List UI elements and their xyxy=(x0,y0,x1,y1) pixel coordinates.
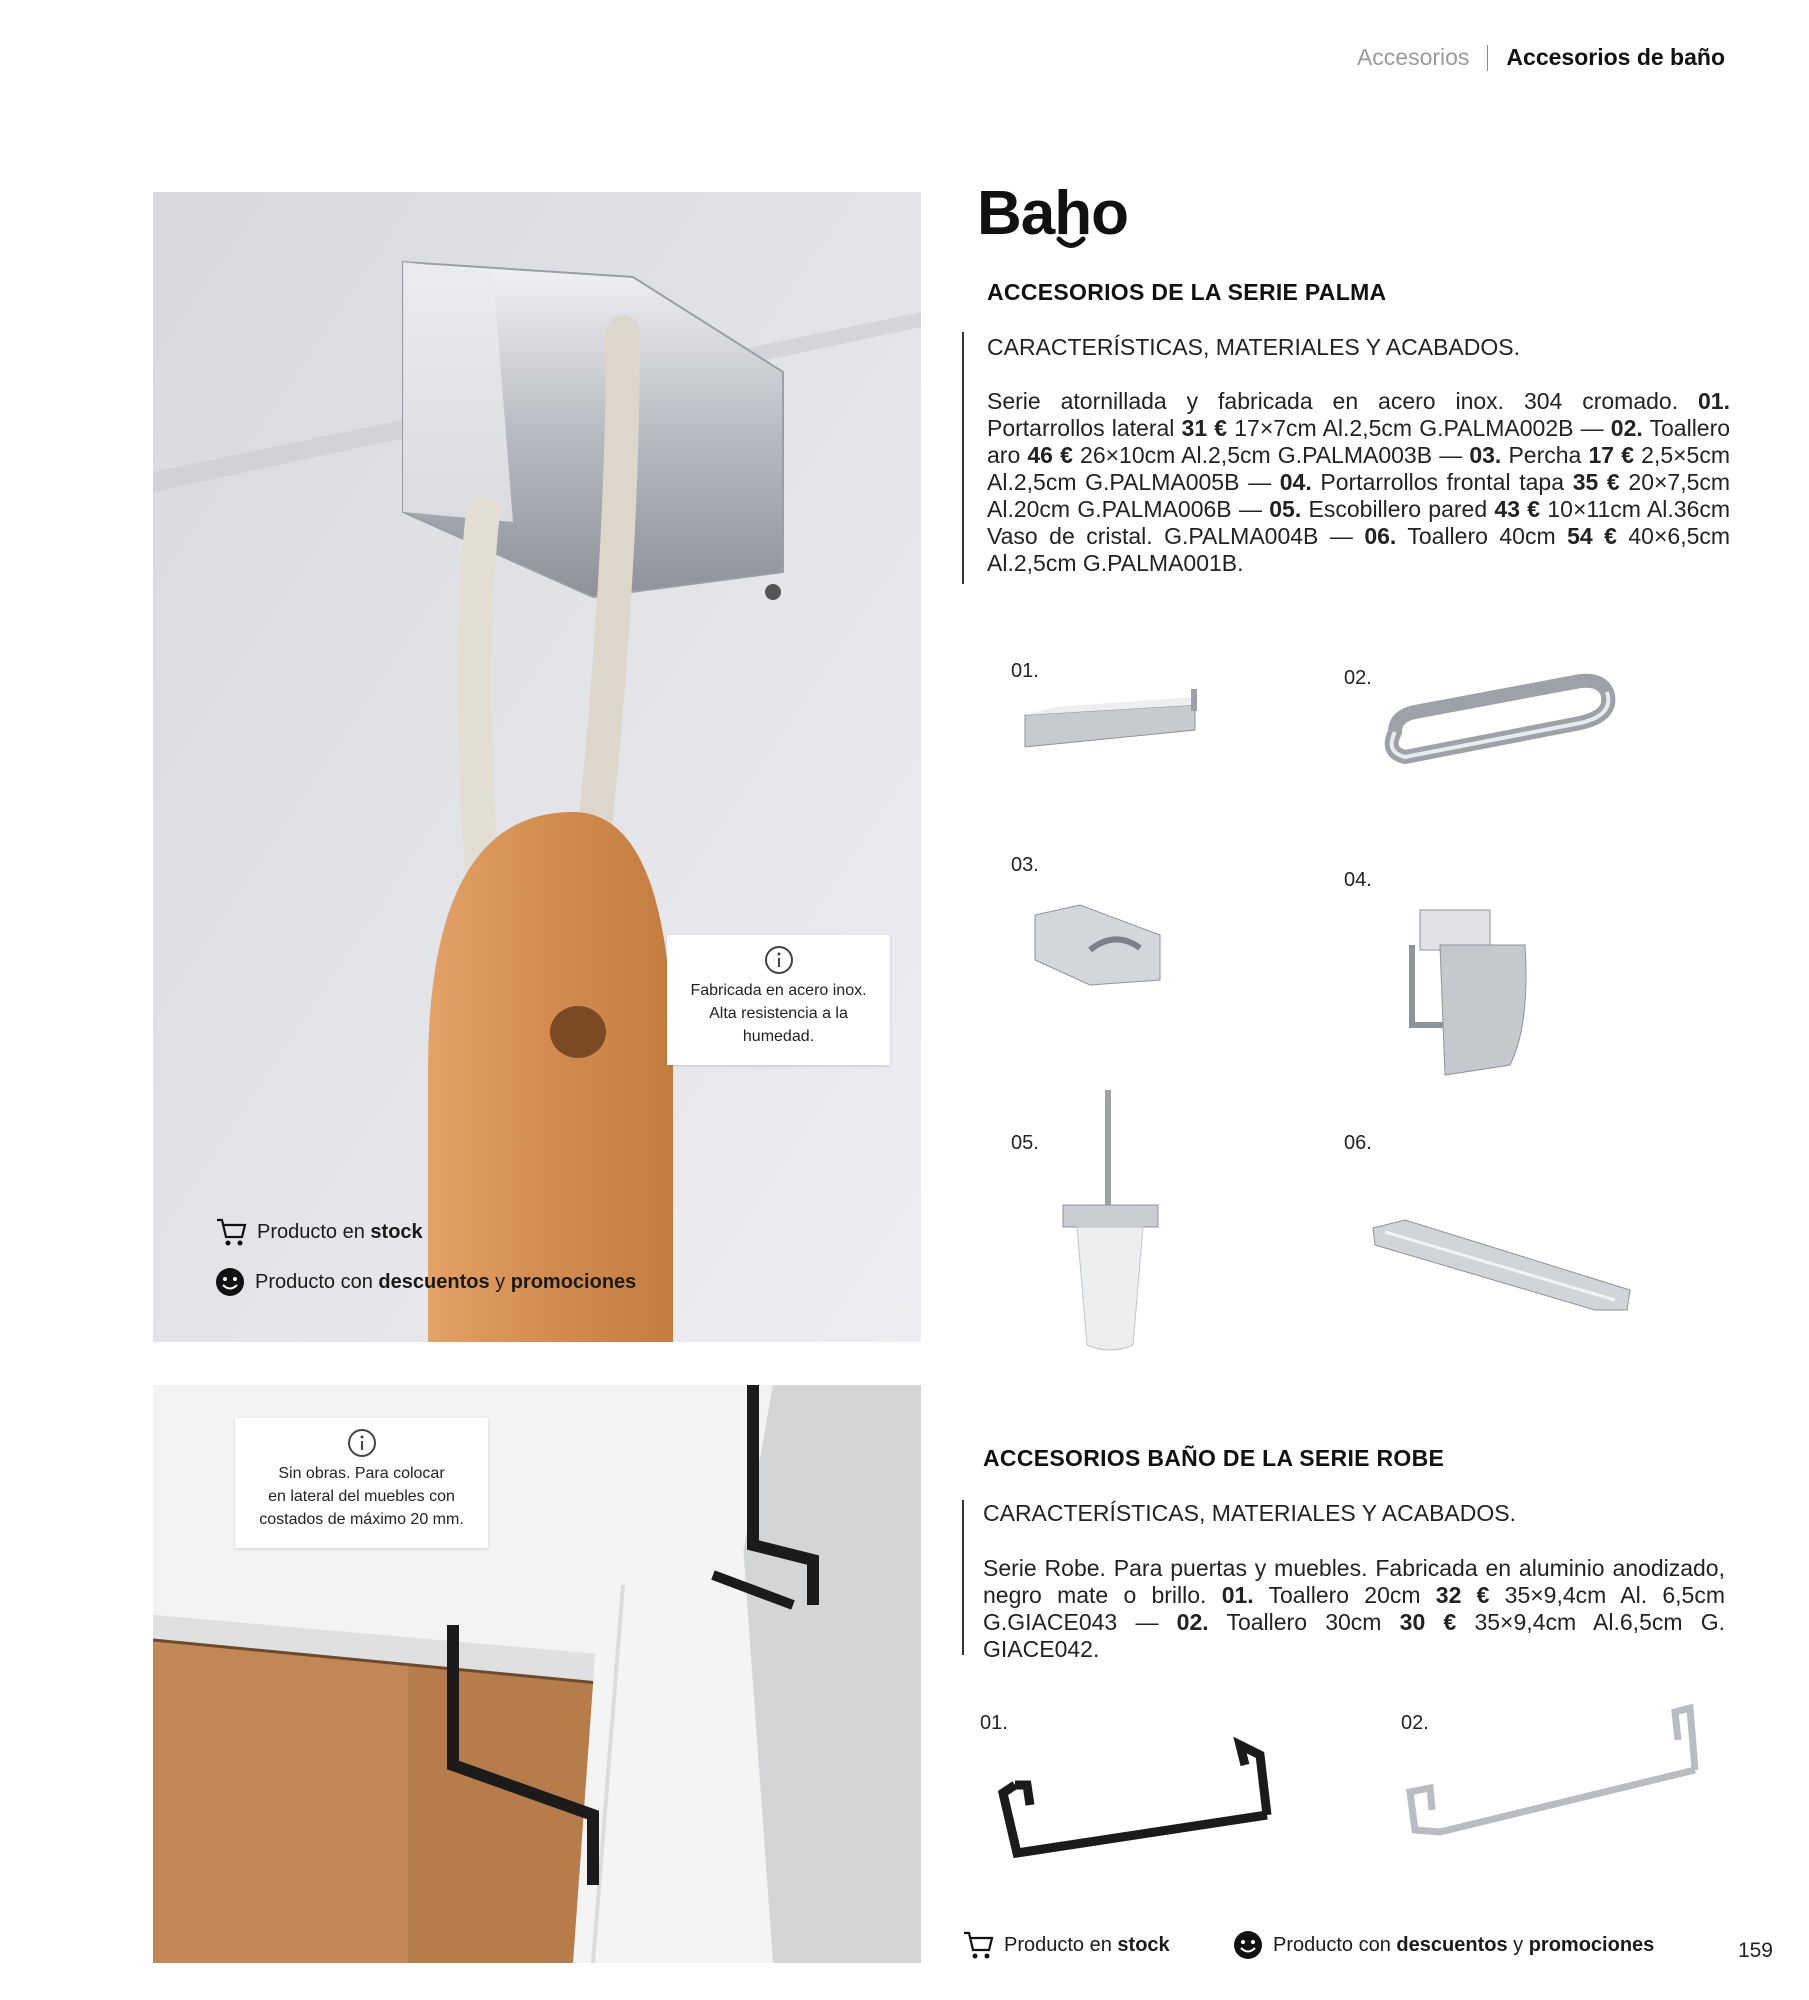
palma-label-02: 02. xyxy=(1344,667,1372,689)
robe-label-01: 01. xyxy=(980,1712,1008,1734)
info-line: humedad. xyxy=(742,1028,815,1045)
palma-description: Serie atornillada y fabricada en acero inox. 304 cromado. 01. Portarrollos lateral 31 € 17×7cm Al.2,5cm G.PALMA002B — 02. Toallero aro 46 € 26×10cm Al.2,5cm G.PALMA003B — 03. Percha 17 € 2,5×5cm Al.2,5cm G.PALMA005B — 04. Portarrollos frontal tapa 35 € 20×7,5cm Al.20cm G.PALMA006B — 05. Escobillero pared 43 € 10×11cm Al.36cm Vaso de cristal. G.PALMA004B — 06. Toallero 40cm 54 € 40×6,5cm Al.2,5cm G.PALMA001B. xyxy=(987,388,1731,576)
info-line: costados de máximo 20 mm. xyxy=(259,1511,464,1528)
info-line: Sin obras. Para colocar xyxy=(278,1465,445,1482)
brand-logo: Baho xyxy=(977,179,1128,248)
robe-label-02: 02. xyxy=(1401,1712,1429,1734)
info-icon xyxy=(347,1428,377,1458)
palma-label-03: 03. xyxy=(1011,854,1039,876)
legend-stock: Producto en stock xyxy=(215,1217,423,1247)
breadcrumb-current: Accesorios de baño xyxy=(1506,44,1725,70)
cart-icon xyxy=(215,1217,247,1247)
robe-divider xyxy=(962,1500,964,1655)
info-line: Fabricada en acero inox. xyxy=(690,982,867,999)
product-portarrollos-frontal-image xyxy=(1400,905,1540,1080)
product-toallero-aro-image xyxy=(1375,672,1625,782)
brand-smile-icon xyxy=(1056,236,1086,250)
footer-legend-promo: Producto con descuentos y promociones xyxy=(1233,1930,1654,1960)
product-portarrollos-lateral-image xyxy=(1015,685,1215,765)
robe-subtitle: CARACTERÍSTICAS, MATERIALES Y ACABADOS. xyxy=(983,1500,1516,1526)
smiley-icon xyxy=(1233,1930,1263,1960)
product-toallero-40-image xyxy=(1365,1210,1635,1320)
info-callout-robe xyxy=(235,1418,488,1548)
page-number: 159 xyxy=(1737,1939,1773,1962)
robe-description: Serie Robe. Para puertas y muebles. Fabricada en aluminio anodizado, negro mate o brillo. 01. Toallero 20cm 32 € 35×9,4cm Al. 6,5cm G.GIACE043 — 02. Toallero 30cm 30 € 35×9,4cm Al.6,5cm G. GIACE042. xyxy=(983,1555,1726,1662)
info-line: Alta resistencia a la xyxy=(709,1005,848,1022)
palma-divider xyxy=(962,332,964,584)
palma-label-06: 06. xyxy=(1344,1132,1372,1154)
info-icon xyxy=(764,945,794,975)
product-percha-image xyxy=(1030,900,1170,995)
footer-legend-stock: Producto en stock xyxy=(962,1930,1170,1960)
legend-promo: Producto con descuentos y promociones xyxy=(215,1267,636,1297)
product-robe-toallero-30-image xyxy=(1400,1700,1710,1850)
palma-label-04: 04. xyxy=(1344,869,1372,891)
cart-icon xyxy=(962,1930,994,1960)
breadcrumb-section[interactable]: Accesorios xyxy=(1356,44,1470,70)
palma-title: ACCESORIOS DE LA SERIE PALMA xyxy=(987,279,1387,305)
palma-subtitle: CARACTERÍSTICAS, MATERIALES Y ACABADOS. xyxy=(987,334,1520,360)
breadcrumb xyxy=(1357,44,1725,71)
smiley-icon xyxy=(215,1267,245,1297)
photo-palma-hook xyxy=(153,192,921,1342)
info-callout-palma xyxy=(667,935,890,1065)
photo-robe-towel-bar xyxy=(153,1385,921,1963)
palma-label-01: 01. xyxy=(1011,660,1039,682)
palma-label-05: 05. xyxy=(1011,1132,1039,1154)
robe-title: ACCESORIOS BAÑO DE LA SERIE ROBE xyxy=(983,1445,1445,1471)
info-line: en lateral del muebles con xyxy=(268,1488,455,1505)
product-robe-toallero-20-image xyxy=(995,1735,1305,1875)
breadcrumb-divider xyxy=(1487,45,1488,71)
product-escobillero-image xyxy=(1055,1085,1165,1360)
photo-palma-hook-illustration xyxy=(153,192,921,1342)
